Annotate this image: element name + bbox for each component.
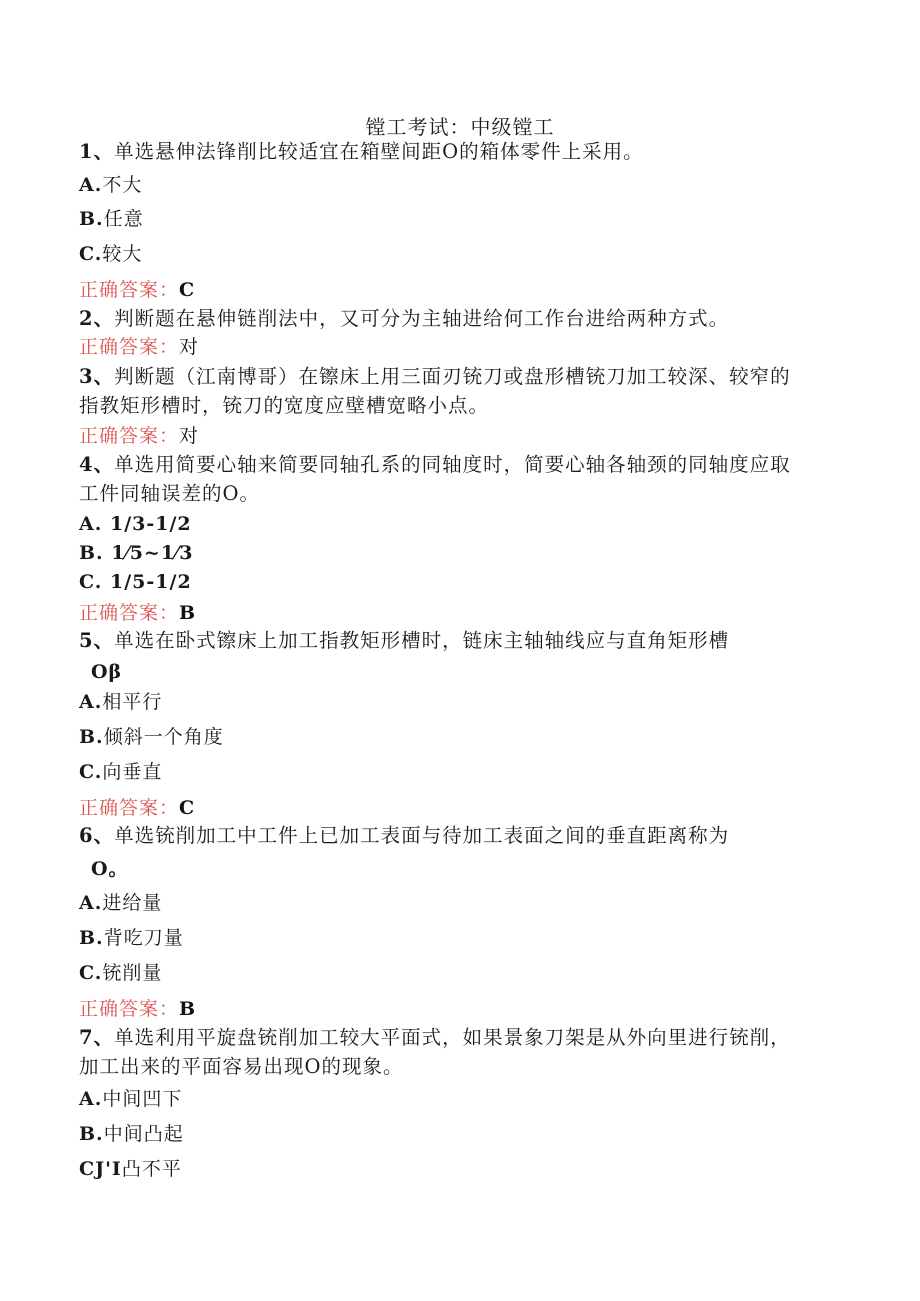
question-1-option-a: A.不大 <box>79 174 143 196</box>
answer-value: B <box>179 998 197 1020</box>
question-1-text: 1、单选悬伸法锋削比较适宜在箱壁间距O的箱体零件上采用。 <box>79 140 644 163</box>
question-4-answer <box>79 601 196 625</box>
answer-value: 对 <box>179 336 200 358</box>
question-1-answer <box>79 278 195 302</box>
answer-label: 正确答案： <box>79 998 180 1020</box>
question-3-answer <box>79 424 199 448</box>
answer-label: 正确答案： <box>79 279 180 301</box>
question-1-option-b: B.任意 <box>79 208 144 230</box>
question-4-text-line-2: 工件同轴误差的O。 <box>79 482 260 505</box>
question-6-text-line-1: 6、单选铳削加工中工件上已加工表面与待加工表面之间的垂直距离称为 <box>79 824 730 847</box>
question-6-text-line-2: O。 <box>91 858 129 880</box>
question-4-option-c: C. 1/5-1/2 <box>79 571 192 593</box>
answer-label: 正确答案： <box>79 602 180 624</box>
question-5-option-c: C.向垂直 <box>79 761 163 783</box>
answer-label: 正确答案： <box>79 336 180 358</box>
answer-value: C <box>179 797 196 819</box>
question-5-option-b: B.倾斜一个角度 <box>79 726 224 748</box>
question-6-option-a: A.进给量 <box>79 892 163 914</box>
question-5-answer <box>79 796 195 820</box>
answer-label: 正确答案： <box>79 425 180 447</box>
answer-value: 对 <box>179 425 200 447</box>
question-6-option-c: C.铳削量 <box>79 962 163 984</box>
question-6-option-b: B.背吃刀量 <box>79 927 184 949</box>
question-2-text: 2、判断题在悬伸链削法中，又可分为主轴进给何工作台进给两种方式。 <box>79 307 730 330</box>
question-4-text-line-1: 4、单选用简要心轴来简要同轴孔系的同轴度时，简要心轴各轴颈的同轴度应取 <box>79 453 791 476</box>
question-4-option-a: A. 1/3-1/2 <box>79 513 192 535</box>
question-7-option-c: CJ'I凸不平 <box>79 1158 182 1180</box>
question-7-option-a: A.中间凹下 <box>79 1088 183 1110</box>
question-4-option-b: B. 1⁄5~1⁄3 <box>79 542 194 564</box>
question-7-text-line-2: 加工出来的平面容易出现O的现象。 <box>79 1055 404 1078</box>
question-5-text-line-1: 5、单选在卧式镲床上加工指教矩形槽时，链床主轴轴线应与直角矩形槽 <box>79 629 730 652</box>
question-5-option-a: A.相平行 <box>79 691 163 713</box>
question-7-text-line-1: 7、单选利用平旋盘铳削加工较大平面式，如果景象刀架是从外向里进行铳削， <box>79 1026 791 1049</box>
question-3-text-line-1: 3、判断题（江南博哥）在镲床上用三面刃铳刀或盘形槽铳刀加工较深、较窄的 <box>79 365 791 388</box>
answer-label: 正确答案： <box>79 797 180 819</box>
document-title: 镗工考试：中级镗工 <box>365 115 555 139</box>
question-1-option-c: C.较大 <box>79 243 143 265</box>
question-3-text-line-2: 指教矩形槽时，铳刀的宽度应壁槽宽略小点。 <box>79 394 490 417</box>
question-2-answer <box>79 335 199 359</box>
answer-value: C <box>179 279 196 301</box>
question-5-text-line-2: Oβ <box>91 661 123 683</box>
answer-value: B <box>179 602 197 624</box>
question-6-answer <box>79 997 196 1021</box>
question-7-option-b: B.中间凸起 <box>79 1123 184 1145</box>
